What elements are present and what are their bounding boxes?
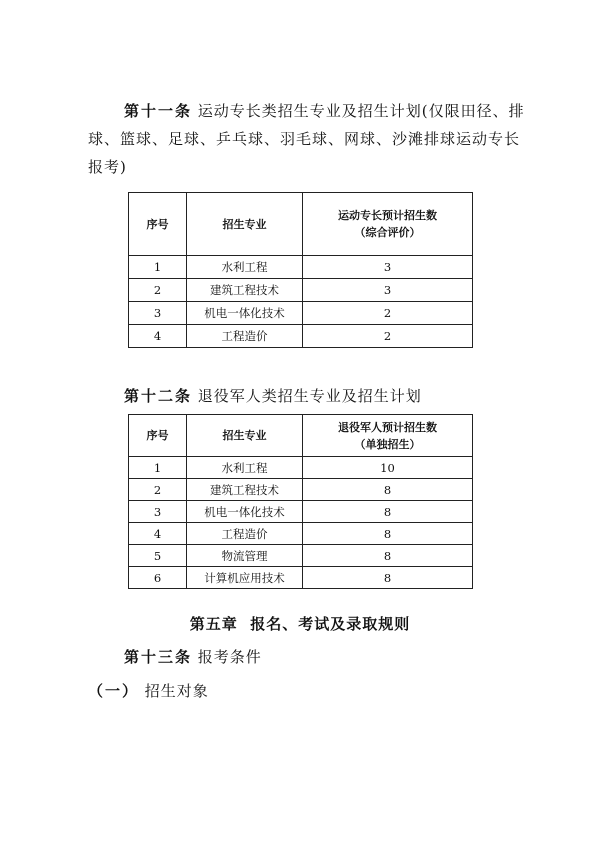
table-row [129,545,473,567]
cell-quota: 8 [303,567,473,589]
cell-major: 水利工程 [187,256,303,279]
section-1-text: 招生对象 [144,682,209,700]
cell-quota: 8 [303,479,473,501]
col-header-major: 招生专业 [187,193,303,256]
cell-quota: 2 [303,302,473,325]
table-row [129,279,473,302]
table-header-row [129,193,473,256]
cell-number: 1 [129,457,187,479]
cell-number: 3 [129,501,187,523]
article-13-paragraph [88,643,528,671]
article-11-text: 运动专长类招生专业及招生计划(仅限田径、排球、篮球、足球、乒乓球、羽毛球、网球、沙滩排球运动专长报考) [88,102,525,176]
cell-quota: 10 [303,457,473,479]
col-header-number: 序号 [129,415,187,457]
article-12-text: 退役军人类招生专业及招生计划 [197,387,422,405]
table-row [129,523,473,545]
table-header-row [129,415,473,457]
cell-number: 5 [129,545,187,567]
cell-quota: 8 [303,545,473,567]
col-header-quota-line1: 退役军人预计招生数 [338,420,437,434]
cell-major: 工程造价 [187,325,303,348]
col-header-number: 序号 [129,193,187,256]
cell-quota: 8 [303,501,473,523]
chapter-5-title: 第五章 报名、考试及录取规则 [189,615,411,633]
table-row [129,479,473,501]
cell-number: 1 [129,256,187,279]
veteran-enrollment-table [128,414,473,589]
cell-number: 4 [129,325,187,348]
cell-number: 4 [129,523,187,545]
article-11-heading: 第十一条 [124,102,193,120]
table-row [129,501,473,523]
table-row [129,302,473,325]
col-header-quota [303,415,473,457]
cell-quota: 3 [303,279,473,302]
sports-enrollment-table [128,192,473,348]
col-header-quota-line1: 运动专长预计招生数 [338,209,437,222]
cell-major: 工程造价 [187,523,303,545]
table-row [129,256,473,279]
article-13-text: 报考条件 [197,648,262,666]
section-1-heading: （一） [88,682,140,700]
col-header-quota [303,193,473,256]
cell-major: 水利工程 [187,457,303,479]
cell-major: 建筑工程技术 [187,479,303,501]
cell-major: 建筑工程技术 [187,279,303,302]
table-row [129,325,473,348]
article-12-heading: 第十二条 [124,387,193,405]
cell-quota: 3 [303,256,473,279]
col-header-major: 招生专业 [187,415,303,457]
cell-number: 2 [129,279,187,302]
cell-major: 计算机应用技术 [187,567,303,589]
cell-quota: 2 [303,325,473,348]
cell-number: 3 [129,302,187,325]
table-row [129,457,473,479]
article-13-heading: 第十三条 [124,648,193,666]
cell-major: 机电一体化技术 [187,501,303,523]
col-header-quota-line2: （单独招生） [354,437,421,451]
col-header-quota-line2: （综合评价） [354,226,421,239]
cell-number: 6 [129,567,187,589]
article-12-paragraph [88,382,528,410]
section-1-paragraph [88,677,528,705]
cell-number: 2 [129,479,187,501]
table-row [129,567,473,589]
cell-major: 物流管理 [187,545,303,567]
article-11-paragraph [88,97,528,181]
cell-quota: 8 [303,523,473,545]
cell-major: 机电一体化技术 [187,302,303,325]
